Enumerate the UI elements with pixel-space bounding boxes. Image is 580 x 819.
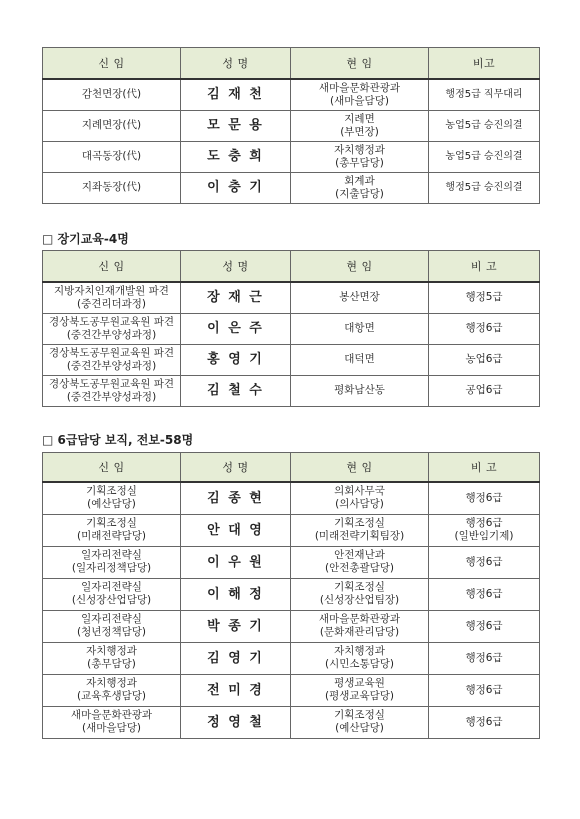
table-row (43, 79, 540, 110)
current-post: 의회사무국 (의사담당) (291, 482, 429, 514)
current-post: 지례면 (부면장) (291, 110, 429, 141)
current-post: 자치행정과 (시민소통담당) (291, 642, 429, 674)
person-name: 안 대 영 (181, 514, 291, 546)
header-new-post: 신 임 (43, 453, 181, 483)
note: 행정5급 (429, 282, 540, 313)
person-name: 전 미 경 (181, 674, 291, 706)
header-note: 비 고 (429, 251, 540, 283)
note: 행정6급 (429, 546, 540, 578)
current-post: 새마을문화관광과 (새마을담당) (291, 79, 429, 110)
table-row (43, 610, 540, 642)
note: 행정6급 (429, 578, 540, 610)
table-row (43, 546, 540, 578)
new-post: 자치행정과 (교육후생담당) (43, 674, 181, 706)
person-name: 홍 영 기 (181, 344, 291, 375)
table-header-row (43, 251, 540, 283)
current-post: 대덕면 (291, 344, 429, 375)
person-name: 김 종 현 (181, 482, 291, 514)
header-name: 성 명 (181, 48, 291, 80)
current-post: 평화남산동 (291, 375, 429, 406)
note: 행정6급 (429, 610, 540, 642)
promotion-table (42, 47, 540, 204)
person-name: 장 재 근 (181, 282, 291, 313)
person-name: 박 종 기 (181, 610, 291, 642)
current-post: 봉산면장 (291, 282, 429, 313)
header-name: 성 명 (181, 453, 291, 483)
table-row (43, 642, 540, 674)
person-name: 모 문 용 (181, 110, 291, 141)
note: 행정5급 승진의결 (429, 172, 540, 203)
new-post: 감천면장(代) (43, 79, 181, 110)
header-current-post: 현 임 (291, 48, 429, 80)
table-row (43, 313, 540, 344)
note: 농업6급 (429, 344, 540, 375)
table-row (43, 282, 540, 313)
current-post: 기획조정실 (신성장산업팀장) (291, 578, 429, 610)
note: 농업5급 승진의결 (429, 141, 540, 172)
table-row (43, 706, 540, 738)
person-name: 도 충 희 (181, 141, 291, 172)
new-post: 일자리전략실 (일자리정책담당) (43, 546, 181, 578)
current-post: 자치행정과 (총무담당) (291, 141, 429, 172)
new-post: 경상북도공무원교육원 파견 (중견간부양성과정) (43, 344, 181, 375)
section-heading-long-term-education: □ 장기교육-4명 (42, 232, 129, 246)
note: 행정6급 (일반임기제) (429, 514, 540, 546)
new-post: 경상북도공무원교육원 파견 (중견간부양성과정) (43, 375, 181, 406)
section-heading-assignments: □ 6급담당 보직, 전보-58명 (42, 433, 194, 447)
note: 공업6급 (429, 375, 540, 406)
note: 행정5급 직무대리 (429, 79, 540, 110)
header-note: 비 고 (429, 453, 540, 483)
note: 행정6급 (429, 482, 540, 514)
header-note: 비고 (429, 48, 540, 80)
new-post: 지방자치인재개발원 파견 (중견리더과정) (43, 282, 181, 313)
new-post: 경상북도공무원교육원 파견 (중견간부양성과정) (43, 313, 181, 344)
table-row (43, 110, 540, 141)
table-row (43, 578, 540, 610)
current-post: 기획조정실 (미래전략기획팀장) (291, 514, 429, 546)
table-row (43, 514, 540, 546)
new-post: 일자리전략실 (신성장산업담당) (43, 578, 181, 610)
current-post: 기획조정실 (예산담당) (291, 706, 429, 738)
person-name: 김 재 천 (181, 79, 291, 110)
new-post: 새마을문화관광과 (새마을담당) (43, 706, 181, 738)
person-name: 이 충 기 (181, 172, 291, 203)
current-post: 안전재난과 (안전총괄담당) (291, 546, 429, 578)
table-row (43, 482, 540, 514)
new-post: 대곡동장(代) (43, 141, 181, 172)
person-name: 이 우 원 (181, 546, 291, 578)
header-new-post: 신 임 (43, 48, 181, 80)
note: 행정6급 (429, 706, 540, 738)
new-post: 일자리전략실 (청년정책담당) (43, 610, 181, 642)
note: 행정6급 (429, 674, 540, 706)
person-name: 김 영 기 (181, 642, 291, 674)
header-current-post: 현 임 (291, 251, 429, 283)
person-name: 김 철 수 (181, 375, 291, 406)
table-header-row (43, 48, 540, 80)
person-name: 이 해 정 (181, 578, 291, 610)
header-current-post: 현 임 (291, 453, 429, 483)
header-name: 성 명 (181, 251, 291, 283)
note: 행정6급 (429, 642, 540, 674)
table-row (43, 141, 540, 172)
person-name: 정 영 철 (181, 706, 291, 738)
new-post: 자치행정과 (총무담당) (43, 642, 181, 674)
current-post: 회계과 (지출담당) (291, 172, 429, 203)
person-name: 이 은 주 (181, 313, 291, 344)
header-new-post: 신 임 (43, 251, 181, 283)
long-term-education-table (42, 250, 540, 407)
current-post: 대항면 (291, 313, 429, 344)
new-post: 지좌동장(代) (43, 172, 181, 203)
table-row (43, 674, 540, 706)
new-post: 지례면장(代) (43, 110, 181, 141)
assignment-table (42, 452, 540, 739)
current-post: 평생교육원 (평생교육담당) (291, 674, 429, 706)
note: 농업5급 승진의결 (429, 110, 540, 141)
note: 행정6급 (429, 313, 540, 344)
table-row (43, 375, 540, 406)
table-row (43, 344, 540, 375)
table-row (43, 172, 540, 203)
new-post: 기획조정실 (예산담당) (43, 482, 181, 514)
new-post: 기획조정실 (미래전략담당) (43, 514, 181, 546)
table-header-row (43, 453, 540, 483)
current-post: 새마을문화관광과 (문화재관리담당) (291, 610, 429, 642)
